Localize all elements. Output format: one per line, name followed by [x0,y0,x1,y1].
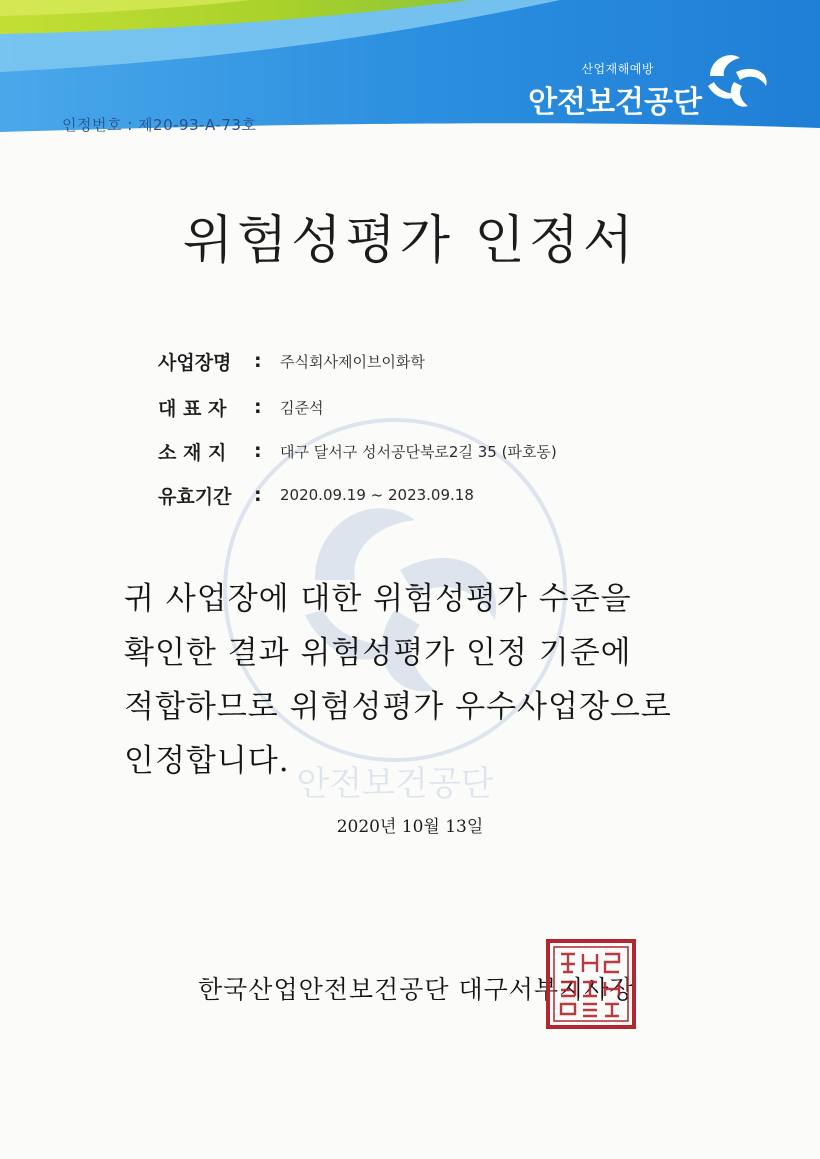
issuer-name: 한국산업안전보건공단 대구서부지사장 [198,975,635,1004]
official-seal-icon [545,938,637,1034]
page-title: 위험성평가 인정서 [182,211,638,271]
separator: : [254,350,262,372]
info-row-representative [158,392,323,422]
statement-line: 적합하므로 위험성평가 우수사업장으로 [124,689,672,725]
representative-label: 대 표 자 [158,397,227,420]
company-label: 사업장명 [158,351,232,374]
info-row-company [158,346,425,376]
kosha-logo-icon [700,42,774,120]
separator: : [254,440,262,462]
brand-name: 안전보건공단 [528,85,702,120]
statement-line: 귀 사업장에 대한 위험성평가 수준을 [124,581,632,617]
validity-value: 2020.09.19 ~ 2023.09.18 [280,486,474,504]
info-row-validity [158,480,474,510]
watermark-text: 안전보건공단 [296,764,494,800]
company-value: 주식회사제이브이화학 [280,352,425,371]
brand-subtitle: 산업재해예방 [581,62,654,76]
representative-value: 김준석 [280,398,324,417]
brand [528,60,702,121]
certification-statement [124,572,704,788]
address-label: 소 재 지 [158,441,227,464]
separator: : [254,484,262,506]
statement-line: 확인한 결과 위험성평가 인정 기준에 [124,635,632,671]
statement-line: 인정합니다. [124,743,290,779]
separator: : [254,396,262,418]
certificate-number: 인정번호 : 제20-93-A-73호 [62,116,257,134]
issue-date: 2020년 10월 13일 [336,817,484,837]
info-row-address [158,436,557,466]
validity-label: 유효기간 [158,485,232,508]
address-value: 대구 달서구 성서공단북로2길 35 (파호동) [280,442,557,461]
